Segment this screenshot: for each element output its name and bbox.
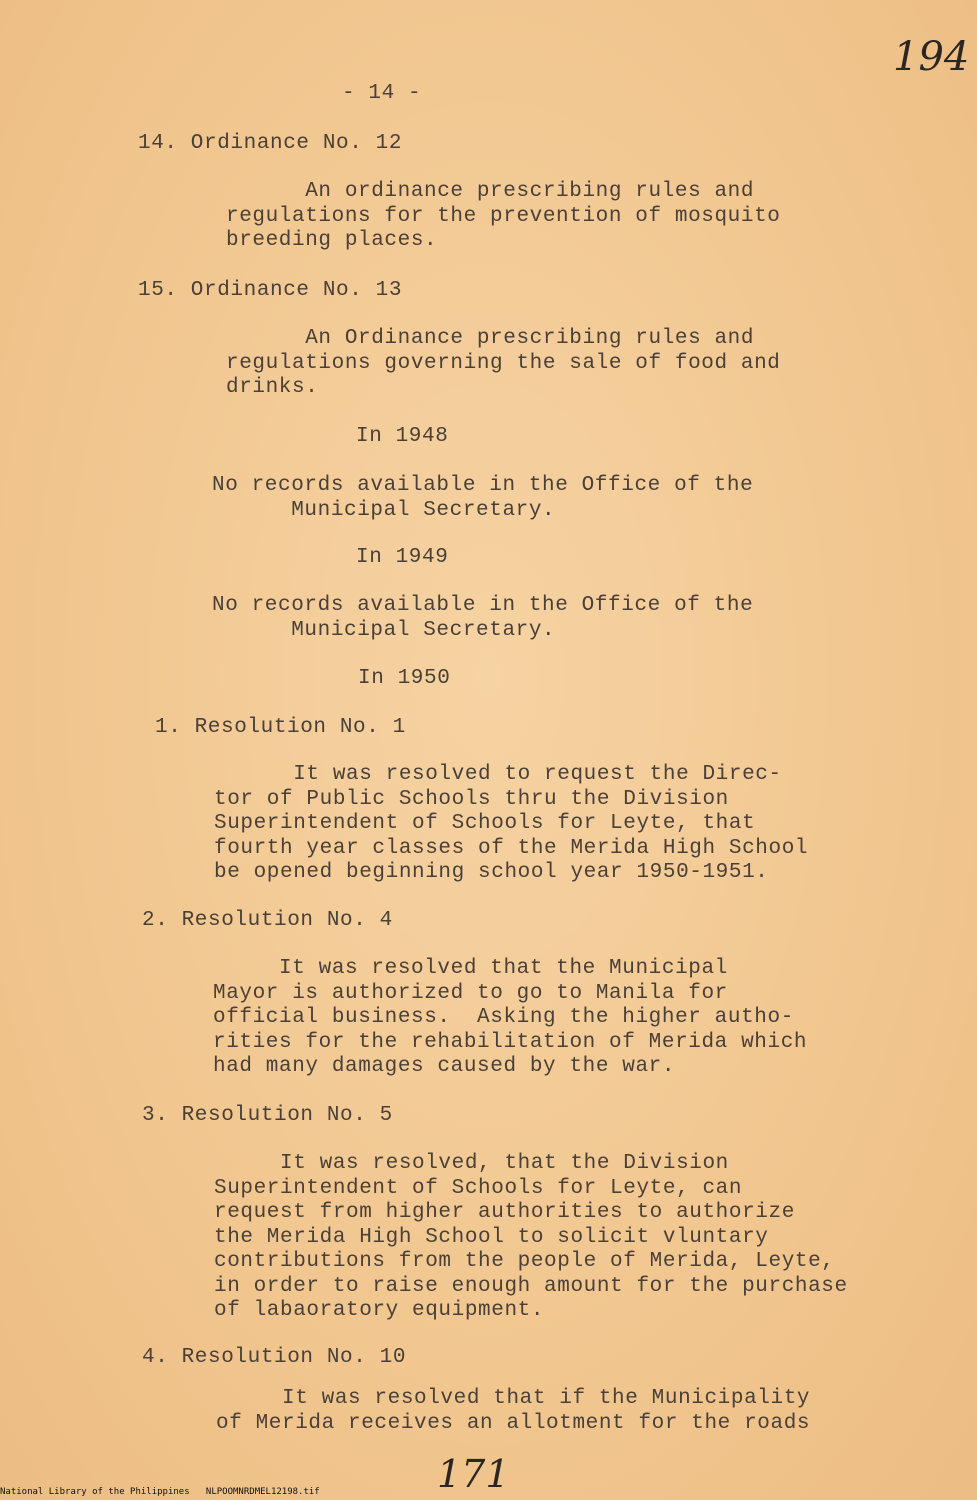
- resolution-heading: 3. Resolution No. 5: [142, 1104, 393, 1127]
- resolution-heading: 1. Resolution No. 1: [155, 716, 406, 739]
- resolution-body: It was resolved that if the Municipality of Merida receives an allotment for the roads: [216, 1387, 811, 1435]
- resolution-heading: 2. Resolution No. 4: [142, 909, 393, 932]
- item-heading: 14. Ordinance No. 12: [138, 132, 403, 155]
- page-number: - 14 -: [342, 82, 422, 105]
- section-note: No records available in the Office of the Municipal Secretary.: [212, 594, 754, 642]
- resolution-body: It was resolved, that the Division Superintendent of Schools for Leyte, can request from higher authorities to authorize the Merida High School to solicit vluntary contributions from the people of Merida, Leyte, in order to raise enough amount for the purchase of labaoratory equipment.: [214, 1152, 848, 1322]
- section-heading: In 1949: [356, 546, 449, 569]
- resolution-body: It was resolved to request the Direc- tor of Public Schools thru the Division Superintendent of Schools for Leyte, that fourth year classes of the Merida High School be opened beginning school year 1950-1951.: [214, 763, 809, 884]
- section-heading: In 1948: [356, 425, 449, 448]
- handwritten-page-number-bottom: 171: [437, 1452, 510, 1496]
- section-note: No records available in the Office of the Municipal Secretary.: [212, 474, 754, 522]
- resolution-body: It was resolved that the Municipal Mayor is authorized to go to Manila for official business. Asking the higher autho- rities for the rehabilitation of Merida which had many damages caused by the war.: [213, 957, 808, 1078]
- item-body: An Ordinance prescribing rules and regulations governing the sale of food and drinks.: [226, 327, 781, 399]
- resolution-heading: 4. Resolution No. 10: [142, 1346, 407, 1369]
- archive-footer: National Library of the Philippines NLPOOMNRDMEL12198.tif: [0, 1487, 320, 1497]
- item-heading: 15. Ordinance No. 13: [138, 279, 403, 302]
- section-heading: In 1950: [358, 667, 451, 690]
- handwritten-page-number-top: 194: [893, 34, 970, 80]
- item-body: An ordinance prescribing rules and regulations for the prevention of mosquito breeding places.: [226, 180, 781, 252]
